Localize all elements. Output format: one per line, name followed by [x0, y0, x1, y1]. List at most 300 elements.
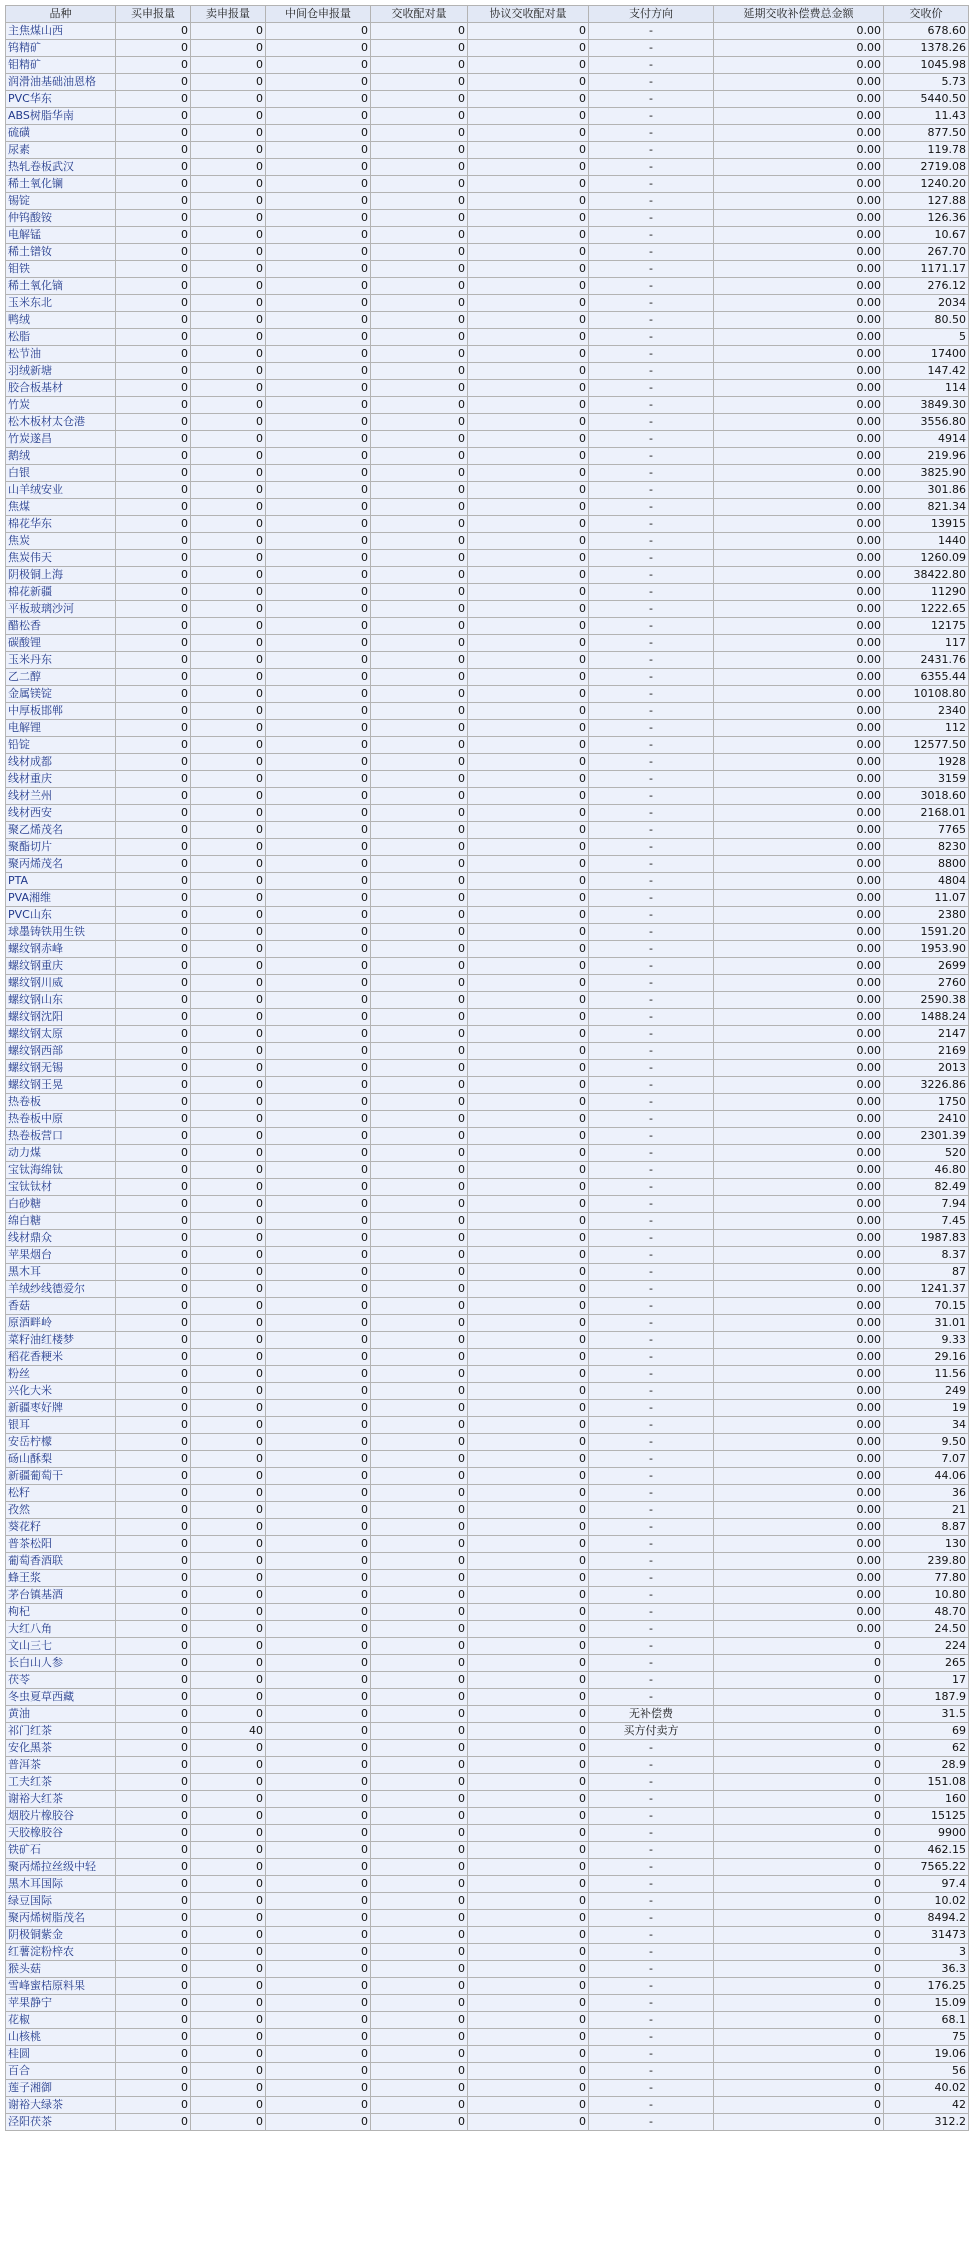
intermediate-declared-cell: 0 [266, 686, 371, 703]
settlement-price-cell: 2168.01 [884, 805, 969, 822]
compensation-total-cell: 0 [714, 2097, 884, 2114]
sell-declared-cell: 0 [191, 2046, 266, 2063]
table-row [6, 516, 969, 533]
sell-declared-cell: 0 [191, 125, 266, 142]
payment-direction-cell: - [589, 1264, 714, 1281]
compensation-total-cell: 0.00 [714, 1230, 884, 1247]
variety-cell: 百合 [6, 2063, 116, 2080]
variety-cell: 电解锰 [6, 227, 116, 244]
intermediate-declared-cell: 0 [266, 1995, 371, 2012]
settlement-price-cell: 9.33 [884, 1332, 969, 1349]
intermediate-declared-cell: 0 [266, 2063, 371, 2080]
settlement-price-cell: 147.42 [884, 363, 969, 380]
table-row [6, 1026, 969, 1043]
variety-cell: 线材鼎众 [6, 1230, 116, 1247]
compensation-total-cell: 0.00 [714, 1298, 884, 1315]
variety-cell: ABS树脂华南 [6, 108, 116, 125]
matched-volume-cell: 0 [371, 941, 468, 958]
settlement-price-cell: 34 [884, 1417, 969, 1434]
matched-volume-cell: 0 [371, 125, 468, 142]
buy-declared-cell: 0 [116, 1587, 191, 1604]
table-row [6, 414, 969, 431]
compensation-total-cell: 0 [714, 2114, 884, 2131]
settlement-price-cell: 224 [884, 1638, 969, 1655]
sell-declared-cell: 0 [191, 1944, 266, 1961]
sell-declared-cell: 0 [191, 1587, 266, 1604]
sell-declared-cell: 0 [191, 329, 266, 346]
table-row [6, 1995, 969, 2012]
sell-declared-cell: 0 [191, 2097, 266, 2114]
variety-cell: 螺纹钢西部 [6, 1043, 116, 1060]
settlement-price-cell: 36 [884, 1485, 969, 1502]
variety-cell: 铅锭 [6, 737, 116, 754]
buy-declared-cell: 0 [116, 1434, 191, 1451]
sell-declared-cell: 0 [191, 1468, 266, 1485]
table-row [6, 584, 969, 601]
variety-cell: 钨精矿 [6, 40, 116, 57]
buy-declared-cell: 0 [116, 1128, 191, 1145]
payment-direction-cell: - [589, 1944, 714, 1961]
intermediate-declared-cell: 0 [266, 142, 371, 159]
sell-declared-cell: 0 [191, 1111, 266, 1128]
table-row [6, 550, 969, 567]
intermediate-declared-cell: 0 [266, 584, 371, 601]
intermediate-declared-cell: 0 [266, 1570, 371, 1587]
intermediate-declared-cell: 0 [266, 550, 371, 567]
sell-declared-cell: 0 [191, 2029, 266, 2046]
settlement-price-cell: 31.01 [884, 1315, 969, 1332]
agreement-matched-cell: 0 [468, 40, 589, 57]
payment-direction-cell: - [589, 23, 714, 40]
buy-declared-cell: 0 [116, 448, 191, 465]
sell-declared-cell: 0 [191, 584, 266, 601]
compensation-total-cell: 0.00 [714, 618, 884, 635]
matched-volume-cell: 0 [371, 516, 468, 533]
variety-cell: 茯苓 [6, 1672, 116, 1689]
variety-cell: 线材西安 [6, 805, 116, 822]
table-row [6, 74, 969, 91]
intermediate-declared-cell: 0 [266, 1893, 371, 1910]
compensation-total-cell: 0.00 [714, 414, 884, 431]
buy-declared-cell: 0 [116, 1298, 191, 1315]
sell-declared-cell: 0 [191, 1349, 266, 1366]
intermediate-declared-cell: 0 [266, 91, 371, 108]
sell-declared-cell: 0 [191, 1502, 266, 1519]
buy-declared-cell: 0 [116, 227, 191, 244]
sell-declared-cell: 0 [191, 40, 266, 57]
sell-declared-cell: 0 [191, 1128, 266, 1145]
buy-declared-cell: 0 [116, 1179, 191, 1196]
matched-volume-cell: 0 [371, 550, 468, 567]
payment-direction-cell: - [589, 737, 714, 754]
variety-cell: 热卷板 [6, 1094, 116, 1111]
intermediate-declared-cell: 0 [266, 1808, 371, 1825]
sell-declared-cell: 0 [191, 567, 266, 584]
matched-volume-cell: 0 [371, 1740, 468, 1757]
matched-volume-cell: 0 [371, 975, 468, 992]
payment-direction-cell: - [589, 108, 714, 125]
buy-declared-cell: 0 [116, 380, 191, 397]
payment-direction-cell: - [589, 1808, 714, 1825]
sell-declared-cell: 0 [191, 1383, 266, 1400]
compensation-total-cell: 0.00 [714, 788, 884, 805]
settlement-price-cell: 2340 [884, 703, 969, 720]
agreement-matched-cell: 0 [468, 737, 589, 754]
table-row [6, 1672, 969, 1689]
compensation-total-cell: 0 [714, 1876, 884, 1893]
settlement-price-cell: 19 [884, 1400, 969, 1417]
payment-direction-cell: - [589, 91, 714, 108]
settlement-price-cell: 301.86 [884, 482, 969, 499]
payment-direction-cell: - [589, 652, 714, 669]
sell-declared-cell: 0 [191, 771, 266, 788]
agreement-matched-cell: 0 [468, 1162, 589, 1179]
variety-cell: 松籽 [6, 1485, 116, 1502]
table-row [6, 1638, 969, 1655]
intermediate-declared-cell: 0 [266, 1451, 371, 1468]
table-row [6, 1230, 969, 1247]
buy-declared-cell: 0 [116, 2063, 191, 2080]
agreement-matched-cell: 0 [468, 499, 589, 516]
table-row [6, 1706, 969, 1723]
table-row [6, 1162, 969, 1179]
table-row [6, 1502, 969, 1519]
payment-direction-cell: - [589, 1315, 714, 1332]
variety-cell: 砀山酥梨 [6, 1451, 116, 1468]
settlement-price-cell: 1171.17 [884, 261, 969, 278]
agreement-matched-cell: 0 [468, 2114, 589, 2131]
compensation-total-cell: 0.00 [714, 278, 884, 295]
compensation-total-cell: 0.00 [714, 754, 884, 771]
agreement-matched-cell: 0 [468, 975, 589, 992]
variety-cell: 线材成都 [6, 754, 116, 771]
sell-declared-cell: 0 [191, 482, 266, 499]
agreement-matched-cell: 0 [468, 907, 589, 924]
variety-cell: 孜然 [6, 1502, 116, 1519]
sell-declared-cell: 0 [191, 1893, 266, 1910]
intermediate-declared-cell: 0 [266, 1927, 371, 1944]
table-row [6, 839, 969, 856]
sell-declared-cell: 0 [191, 1927, 266, 1944]
intermediate-declared-cell: 0 [266, 1230, 371, 1247]
agreement-matched-cell: 0 [468, 23, 589, 40]
matched-volume-cell: 0 [371, 499, 468, 516]
sell-declared-cell: 0 [191, 1842, 266, 1859]
compensation-total-cell: 0 [714, 2029, 884, 2046]
intermediate-declared-cell: 0 [266, 1791, 371, 1808]
buy-declared-cell: 0 [116, 414, 191, 431]
intermediate-declared-cell: 0 [266, 1298, 371, 1315]
agreement-matched-cell: 0 [468, 1111, 589, 1128]
agreement-matched-cell: 0 [468, 550, 589, 567]
variety-cell: 绵白糖 [6, 1213, 116, 1230]
variety-cell: 聚酯切片 [6, 839, 116, 856]
settlement-price-cell: 48.70 [884, 1604, 969, 1621]
matched-volume-cell: 0 [371, 703, 468, 720]
table-row [6, 1774, 969, 1791]
sell-declared-cell: 0 [191, 1859, 266, 1876]
sell-declared-cell: 0 [191, 1740, 266, 1757]
intermediate-declared-cell: 0 [266, 448, 371, 465]
payment-direction-cell: - [589, 1009, 714, 1026]
agreement-matched-cell: 0 [468, 329, 589, 346]
settlement-price-cell: 2380 [884, 907, 969, 924]
sell-declared-cell: 0 [191, 57, 266, 74]
settlement-price-cell: 127.88 [884, 193, 969, 210]
matched-volume-cell: 0 [371, 737, 468, 754]
compensation-total-cell: 0.00 [714, 125, 884, 142]
variety-cell: 大红八角 [6, 1621, 116, 1638]
payment-direction-cell: - [589, 261, 714, 278]
sell-declared-cell: 0 [191, 1434, 266, 1451]
settlement-price-cell: 13915 [884, 516, 969, 533]
variety-cell: 白银 [6, 465, 116, 482]
settlement-price-cell: 2034 [884, 295, 969, 312]
variety-cell: 主焦煤山西 [6, 23, 116, 40]
sell-declared-cell: 0 [191, 499, 266, 516]
table-row [6, 669, 969, 686]
payment-direction-cell: - [589, 1349, 714, 1366]
sell-declared-cell: 0 [191, 601, 266, 618]
buy-declared-cell: 0 [116, 1451, 191, 1468]
compensation-total-cell: 0 [714, 1672, 884, 1689]
sell-declared-cell: 0 [191, 1281, 266, 1298]
settlement-price-cell: 2590.38 [884, 992, 969, 1009]
payment-direction-cell: - [589, 1400, 714, 1417]
compensation-total-cell: 0.00 [714, 227, 884, 244]
sell-declared-cell: 0 [191, 244, 266, 261]
payment-direction-cell: - [589, 1179, 714, 1196]
buy-declared-cell: 0 [116, 1162, 191, 1179]
intermediate-declared-cell: 0 [266, 1706, 371, 1723]
intermediate-declared-cell: 0 [266, 805, 371, 822]
matched-volume-cell: 0 [371, 1179, 468, 1196]
intermediate-declared-cell: 0 [266, 737, 371, 754]
payment-direction-cell: - [589, 1672, 714, 1689]
settlement-price-cell: 3556.80 [884, 414, 969, 431]
payment-direction-cell: - [589, 1128, 714, 1145]
table-row [6, 1876, 969, 1893]
variety-cell: 螺纹钢王晃 [6, 1077, 116, 1094]
compensation-total-cell: 0 [714, 1740, 884, 1757]
payment-direction-cell: - [589, 805, 714, 822]
agreement-matched-cell: 0 [468, 1978, 589, 1995]
buy-declared-cell: 0 [116, 1043, 191, 1060]
matched-volume-cell: 0 [371, 74, 468, 91]
buy-declared-cell: 0 [116, 788, 191, 805]
variety-cell: 玉米丹东 [6, 652, 116, 669]
sell-declared-cell: 0 [191, 1995, 266, 2012]
agreement-matched-cell: 0 [468, 1587, 589, 1604]
variety-cell: 葵花籽 [6, 1519, 116, 1536]
variety-cell: 钼铁 [6, 261, 116, 278]
matched-volume-cell: 0 [371, 805, 468, 822]
intermediate-declared-cell: 0 [266, 822, 371, 839]
sell-declared-cell: 0 [191, 1876, 266, 1893]
table-row [6, 125, 969, 142]
buy-declared-cell: 0 [116, 431, 191, 448]
settlement-price-cell: 3159 [884, 771, 969, 788]
buy-declared-cell: 0 [116, 516, 191, 533]
agreement-matched-cell: 0 [468, 516, 589, 533]
buy-declared-cell: 0 [116, 125, 191, 142]
sell-declared-cell: 0 [191, 1825, 266, 1842]
sell-declared-cell: 0 [191, 516, 266, 533]
matched-volume-cell: 0 [371, 1723, 468, 1740]
table-row [6, 1213, 969, 1230]
intermediate-declared-cell: 0 [266, 1247, 371, 1264]
payment-direction-cell: - [589, 2097, 714, 2114]
intermediate-declared-cell: 0 [266, 499, 371, 516]
sell-declared-cell: 0 [191, 533, 266, 550]
settlement-price-cell: 267.70 [884, 244, 969, 261]
settlement-price-cell: 82.49 [884, 1179, 969, 1196]
table-row [6, 1264, 969, 1281]
sell-declared-cell: 0 [191, 1417, 266, 1434]
payment-direction-cell: - [589, 465, 714, 482]
payment-direction-cell: - [589, 1451, 714, 1468]
payment-direction-cell: - [589, 533, 714, 550]
settlement-price-cell: 176.25 [884, 1978, 969, 1995]
intermediate-declared-cell: 0 [266, 873, 371, 890]
matched-volume-cell: 0 [371, 1672, 468, 1689]
matched-volume-cell: 0 [371, 1825, 468, 1842]
matched-volume-cell: 0 [371, 1655, 468, 1672]
compensation-total-cell: 0.00 [714, 703, 884, 720]
variety-cell: 山羊绒安业 [6, 482, 116, 499]
compensation-total-cell: 0.00 [714, 1587, 884, 1604]
table-row [6, 992, 969, 1009]
table-row [6, 1723, 969, 1740]
payment-direction-cell: - [589, 1740, 714, 1757]
intermediate-declared-cell: 0 [266, 261, 371, 278]
variety-cell: 螺纹钢无锡 [6, 1060, 116, 1077]
compensation-total-cell: 0.00 [714, 1145, 884, 1162]
agreement-matched-cell: 0 [468, 465, 589, 482]
settlement-price-cell: 7.07 [884, 1451, 969, 1468]
sell-declared-cell: 0 [191, 1332, 266, 1349]
agreement-matched-cell: 0 [468, 1077, 589, 1094]
sell-declared-cell: 0 [191, 1043, 266, 1060]
compensation-total-cell: 0.00 [714, 74, 884, 91]
table-row [6, 601, 969, 618]
matched-volume-cell: 0 [371, 1774, 468, 1791]
payment-direction-cell: - [589, 278, 714, 295]
intermediate-declared-cell: 0 [266, 397, 371, 414]
sell-declared-cell: 0 [191, 669, 266, 686]
table-row [6, 1553, 969, 1570]
compensation-total-cell: 0.00 [714, 1332, 884, 1349]
payment-direction-cell: - [589, 414, 714, 431]
table-row [6, 856, 969, 873]
variety-cell: 聚乙烯茂名 [6, 822, 116, 839]
matched-volume-cell: 0 [371, 958, 468, 975]
buy-declared-cell: 0 [116, 1706, 191, 1723]
payment-direction-cell: - [589, 550, 714, 567]
payment-direction-cell: - [589, 312, 714, 329]
intermediate-declared-cell: 0 [266, 1502, 371, 1519]
matched-volume-cell: 0 [371, 1468, 468, 1485]
settlement-price-cell: 19.06 [884, 2046, 969, 2063]
table-row [6, 1689, 969, 1706]
sell-declared-cell: 0 [191, 1808, 266, 1825]
sell-declared-cell: 0 [191, 1298, 266, 1315]
sell-declared-cell: 0 [191, 1247, 266, 1264]
matched-volume-cell: 0 [371, 1400, 468, 1417]
payment-direction-cell: - [589, 1026, 714, 1043]
buy-declared-cell: 0 [116, 1757, 191, 1774]
buy-declared-cell: 0 [116, 635, 191, 652]
intermediate-declared-cell: 0 [266, 1434, 371, 1451]
settlement-price-cell: 1240.20 [884, 176, 969, 193]
intermediate-declared-cell: 0 [266, 125, 371, 142]
payment-direction-cell: - [589, 1621, 714, 1638]
intermediate-declared-cell: 0 [266, 516, 371, 533]
compensation-total-cell: 0 [714, 2012, 884, 2029]
buy-declared-cell: 0 [116, 1417, 191, 1434]
payment-direction-cell: - [589, 1689, 714, 1706]
compensation-total-cell: 0 [714, 1961, 884, 1978]
buy-declared-cell: 0 [116, 1009, 191, 1026]
compensation-total-cell: 0 [714, 1944, 884, 1961]
compensation-total-cell: 0.00 [714, 1570, 884, 1587]
variety-cell: PVA湘维 [6, 890, 116, 907]
compensation-total-cell: 0.00 [714, 499, 884, 516]
matched-volume-cell: 0 [371, 414, 468, 431]
payment-direction-cell: - [589, 1774, 714, 1791]
intermediate-declared-cell: 0 [266, 210, 371, 227]
payment-direction-cell: - [589, 295, 714, 312]
buy-declared-cell: 0 [116, 2012, 191, 2029]
matched-volume-cell: 0 [371, 771, 468, 788]
intermediate-declared-cell: 0 [266, 1485, 371, 1502]
payment-direction-cell: - [589, 567, 714, 584]
compensation-total-cell: 0.00 [714, 635, 884, 652]
agreement-matched-cell: 0 [468, 2097, 589, 2114]
intermediate-declared-cell: 0 [266, 669, 371, 686]
buy-declared-cell: 0 [116, 1502, 191, 1519]
compensation-total-cell: 0.00 [714, 720, 884, 737]
intermediate-declared-cell: 0 [266, 176, 371, 193]
variety-cell: 乙二醇 [6, 669, 116, 686]
intermediate-declared-cell: 0 [266, 40, 371, 57]
intermediate-declared-cell: 0 [266, 1366, 371, 1383]
settlement-price-cell: 28.9 [884, 1757, 969, 1774]
buy-declared-cell: 0 [116, 1842, 191, 1859]
matched-volume-cell: 0 [371, 1502, 468, 1519]
table-row [6, 312, 969, 329]
intermediate-declared-cell: 0 [266, 431, 371, 448]
variety-cell: 线材重庆 [6, 771, 116, 788]
variety-cell: 稀土镨钕 [6, 244, 116, 261]
compensation-total-cell: 0.00 [714, 329, 884, 346]
sell-declared-cell: 0 [191, 142, 266, 159]
buy-declared-cell: 0 [116, 533, 191, 550]
sell-declared-cell: 0 [191, 1485, 266, 1502]
sell-declared-cell: 0 [191, 992, 266, 1009]
payment-direction-cell: - [589, 482, 714, 499]
compensation-total-cell: 0.00 [714, 1111, 884, 1128]
compensation-total-cell: 0.00 [714, 482, 884, 499]
table-row [6, 482, 969, 499]
buy-declared-cell: 0 [116, 805, 191, 822]
sell-declared-cell: 0 [191, 2063, 266, 2080]
settlement-price-cell: 4804 [884, 873, 969, 890]
variety-cell: 电解锂 [6, 720, 116, 737]
settlement-price-cell: 24.50 [884, 1621, 969, 1638]
compensation-total-cell: 0 [714, 1791, 884, 1808]
settlement-price-cell: 1378.26 [884, 40, 969, 57]
